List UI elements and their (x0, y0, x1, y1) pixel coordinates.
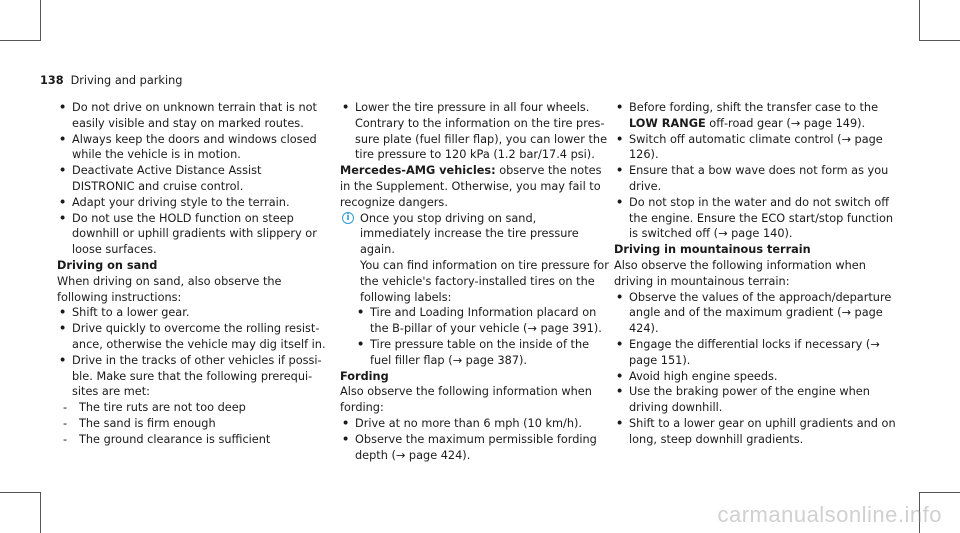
note-continuation: You can find information on tire pressure for the vehicle's factory-installed tires on the following labels: (360, 258, 609, 304)
info-note (340, 211, 610, 258)
section-title: Driving and parking (70, 74, 183, 87)
column-middle (340, 100, 610, 463)
crop-mark (0, 492, 40, 493)
bullet-item: • Use the braking power of the engine when driving downhill. (614, 384, 904, 416)
section-heading: Driving on sand (57, 258, 158, 272)
bullet-item: • Shift to a lower gear on uphill gradients and on long, steep downhill gradients. (614, 416, 904, 448)
gear-name: LOW RANGE (629, 116, 706, 130)
paragraph: When driving on sand, also observe the following instructions: (57, 274, 282, 304)
bullet-item: • Do not stop in the water and do not switch off the engine. Ensure the ECO start/stop function is switched off (→ page 140). (614, 195, 904, 242)
bullet-text: off-road gear (→ page 149). (705, 116, 866, 130)
bullet-item: • Switch off automatic climate control (→ page 126). (614, 132, 904, 164)
paragraph: Also observe the following information when fording: (340, 385, 592, 415)
watermark: carmanualsonline.info (717, 502, 942, 527)
bullet-text: Before fording, shift the transfer case to the (629, 101, 879, 114)
bullet-item: • Ensure that a bow wave does not form as you drive. (614, 163, 904, 195)
note-text: Once you stop driving on sand, immediately increase the tire pressure again. (360, 211, 579, 257)
bullet-item: • Shift to a lower gear. (57, 305, 327, 321)
crop-mark (920, 492, 960, 493)
sub-bullet-item: • Tire pressure table on the inside of the fuel filler flap (→ page 387). (340, 337, 610, 369)
dash-item: - The tire ruts are not too deep (57, 400, 327, 416)
paragraph (340, 163, 610, 210)
bullet-item: • Do not use the HOLD function on steep downhill or uphill gradients with slippery or loose surfaces. (57, 211, 327, 258)
column-left (57, 100, 327, 448)
page-header (40, 73, 182, 89)
bullet-item: • Avoid high engine speeds. (614, 369, 904, 385)
crop-mark (919, 0, 920, 41)
crop-mark (0, 40, 40, 41)
bullet-item: • Do not drive on unknown terrain that is not easily visible and stay on marked routes. (57, 100, 327, 132)
dash-item: - The ground clearance is sufficient (57, 432, 327, 448)
info-icon: i (342, 212, 354, 224)
crop-mark (40, 492, 41, 533)
bullet-item: • Adapt your driving style to the terrain. (57, 195, 327, 211)
dash-item: - The sand is firm enough (57, 416, 327, 432)
bullet-item: • Drive in the tracks of other vehicles if possible. Make sure that the following prerequisites are met: (57, 353, 327, 400)
section-heading: Fording (340, 369, 389, 383)
column-right (614, 100, 904, 448)
bullet-item: • Deactivate Active Distance Assist DISTRONIC and cruise control. (57, 163, 327, 195)
bullet-item: • Drive at no more than 6 mph (10 km/h). (340, 416, 610, 432)
paragraph: Also observe the following information when driving in mountainous terrain: (614, 258, 866, 288)
section-heading: Driving in mountainous terrain (614, 243, 811, 257)
page-number: 138 (40, 74, 64, 87)
bullet-item: • Always keep the doors and windows closed while the vehicle is in motion. (57, 132, 327, 164)
bullet-item: • Engage the differential locks if necessary (→ page 151). (614, 337, 904, 369)
run-in-text: observe the notes in the Supplement. Otherwise, you may fail to recognize dangers. (340, 164, 602, 209)
crop-mark (40, 0, 41, 41)
crop-mark (920, 40, 960, 41)
indented-paragraph: Contrary to the information on the tire pressure plate (fuel filler flap), you can lower the tire pressure to 120 kPa (1.2 bar/17.4 psi). (355, 116, 608, 162)
bullet-item: • Lower the tire pressure in all four wheels. (340, 100, 610, 116)
bullet-item: • Observe the values of the approach/departure angle and of the maximum gradient (→ page 424). (614, 290, 904, 337)
run-in-heading: Mercedes-AMG vehicles: (340, 164, 496, 178)
bullet-item: • Observe the maximum permissible fording depth (→ page 424). (340, 432, 610, 464)
sub-bullet-item: • Tire and Loading Information placard on the B-pillar of your vehicle (→ page 391). (340, 305, 610, 337)
bullet-item: • Drive quickly to overcome the rolling resistance, otherwise the vehicle may dig itself in. (57, 321, 327, 353)
bullet-item (614, 100, 904, 132)
